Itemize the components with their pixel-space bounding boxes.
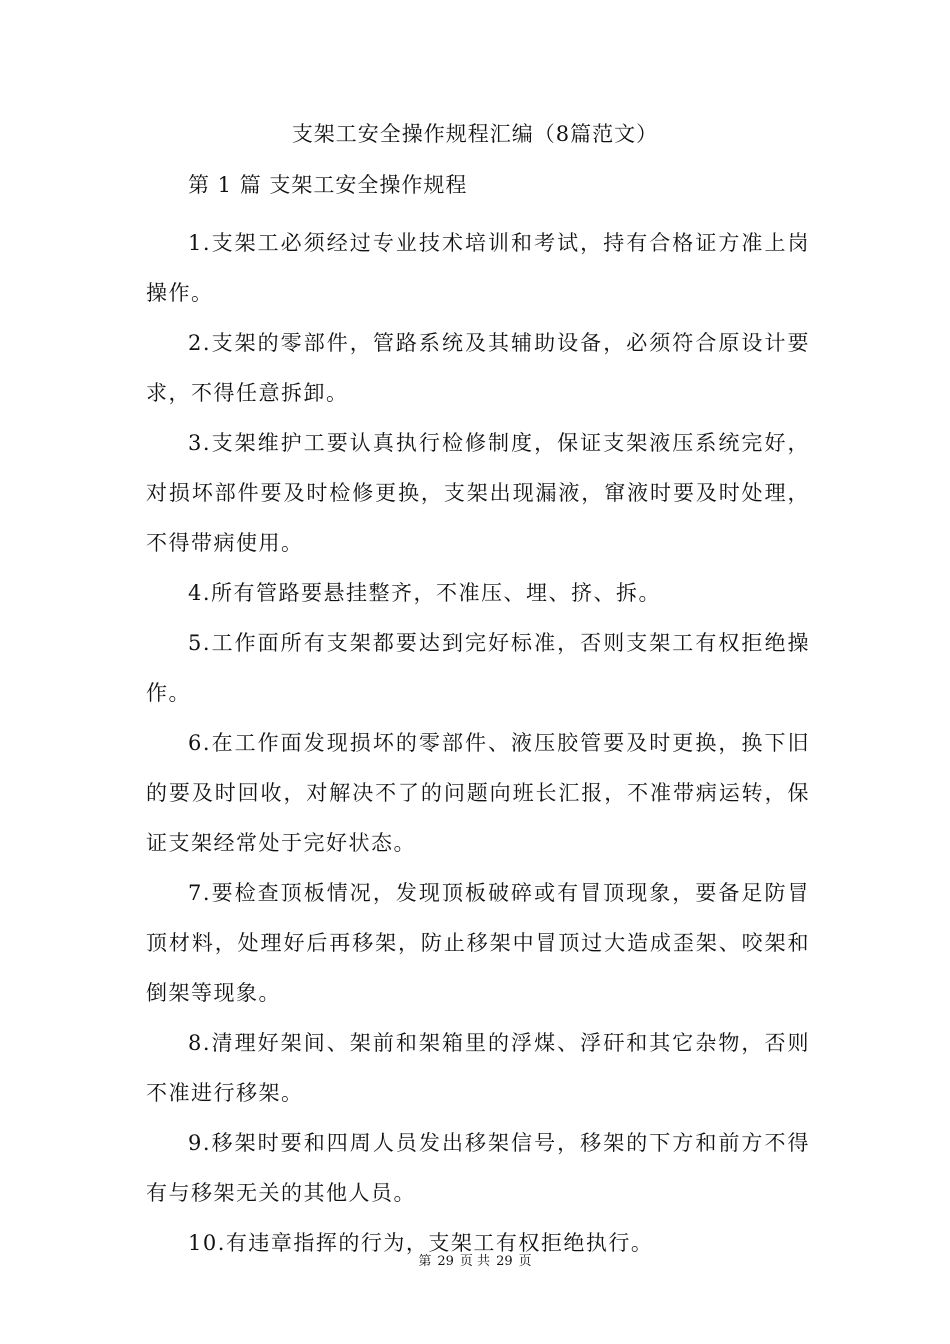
paragraph-8: 8.清理好架间、架前和架箱里的浮煤、浮矸和其它杂物，否则不准进行移架。 [146, 1031, 810, 1105]
footer-total-pages: 29 [496, 1254, 513, 1269]
footer-suffix: 页 [518, 1254, 532, 1269]
document-title: 支架工安全操作规程汇编（8篇范文） [291, 122, 659, 146]
paragraph-2: 2.支架的零部件，管路系统及其辅助设备，必须符合原设计要求，不得任意拆卸。 [146, 331, 810, 405]
paragraph-6: 6.在工作面发现损坏的零部件、液压胶管要及时更换，换下旧的要及时回收，对解决不了的问题向班长汇报，不准带病运转，保证支架经常处于完好状态。 [146, 731, 810, 855]
footer-current-page: 29 [437, 1254, 454, 1269]
paragraph-7: 7.要检查顶板情况，发现顶板破碎或有冒顶现象，要备足防冒顶材料，处理好后再移架，防止移架中冒顶过大造成歪架、咬架和倒架等现象。 [146, 881, 810, 1005]
section-heading: 第 1 篇 支架工安全操作规程 [188, 173, 468, 197]
paragraph-1: 1.支架工必须经过专业技术培训和考试，持有合格证方准上岗操作。 [146, 231, 810, 305]
paragraph-3: 3.支架维护工要认真执行检修制度，保证支架液压系统完好，对损坏部件要及时检修更换，支架出现漏液，窜液时要及时处理，不得带病使用。 [146, 431, 810, 555]
paragraph-9: 9.移架时要和四周人员发出移架信号，移架的下方和前方不得有与移架无关的其他人员。 [146, 1131, 810, 1205]
paragraph-10: 10.有违章指挥的行为，支架工有权拒绝执行。 [188, 1231, 654, 1255]
document-body [146, 168, 810, 1268]
paragraph-4: 4.所有管路要悬挂整齐，不准压、埋、挤、拆。 [188, 581, 662, 605]
footer-prefix: 第 [418, 1254, 432, 1269]
page-footer [0, 1250, 950, 1269]
paragraph-5: 5.工作面所有支架都要达到完好标准，否则支架工有权拒绝操作。 [146, 631, 810, 705]
footer-middle: 页 共 [459, 1254, 491, 1269]
